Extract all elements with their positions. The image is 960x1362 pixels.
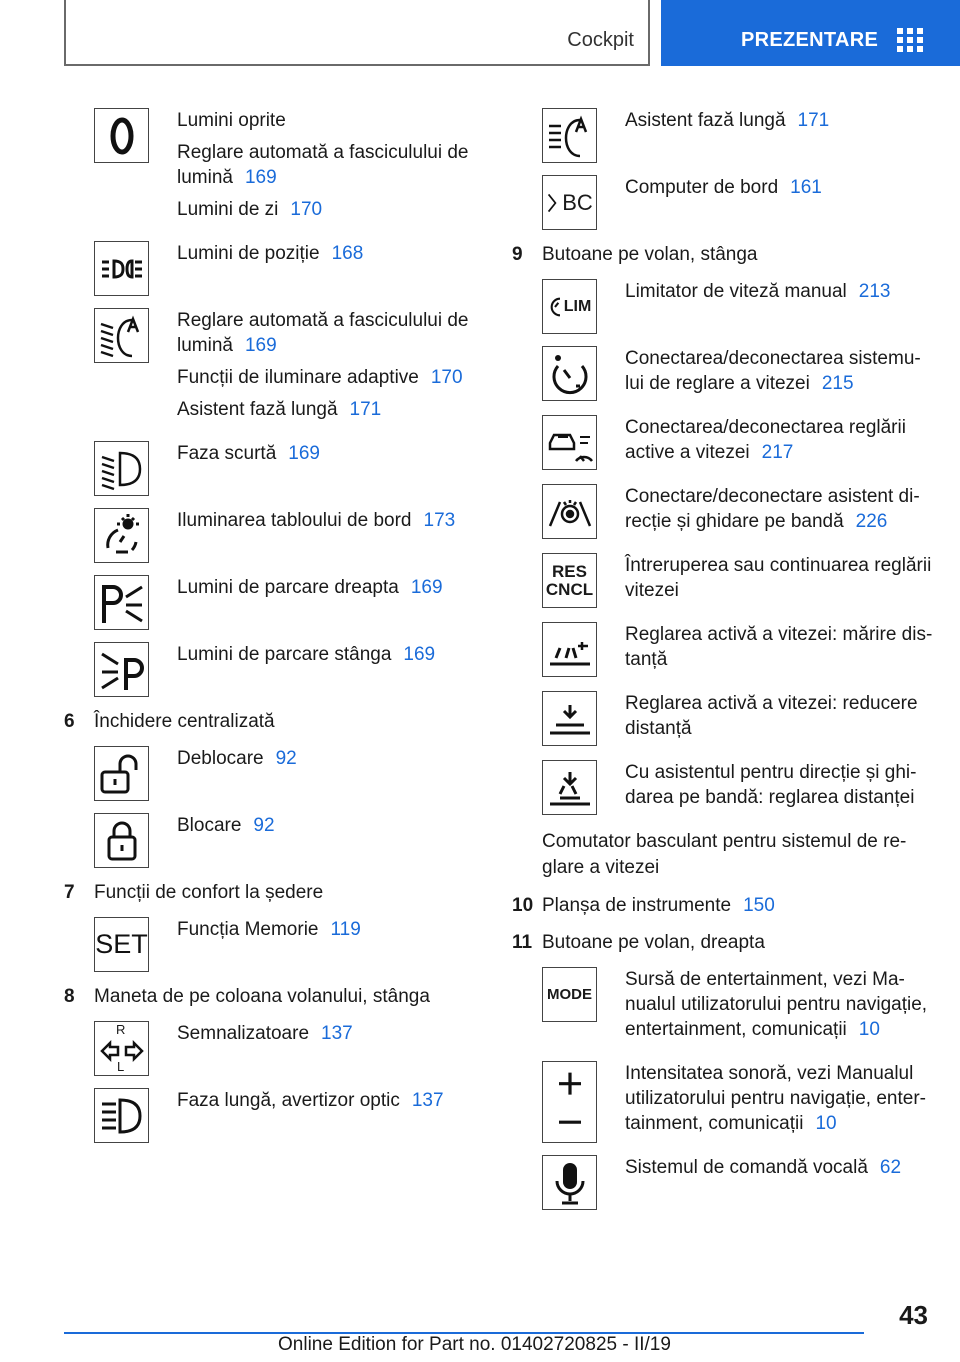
right-column — [512, 108, 936, 1222]
page-link[interactable]: 137 — [321, 1023, 353, 1044]
list-item — [512, 1155, 936, 1210]
cruise-control-icon — [542, 346, 597, 401]
icon-label: LIM — [563, 297, 592, 315]
page-link[interactable]: 62 — [879, 1157, 902, 1178]
turn-signal-icon — [94, 1021, 149, 1076]
footer-edition: Online Edition for Part no. 01402720825 - II/19 — [278, 1334, 671, 1355]
page-link[interactable]: 171 — [349, 399, 382, 420]
list-item — [64, 308, 476, 429]
section-heading — [64, 880, 476, 905]
list-item — [64, 441, 476, 496]
list-item — [64, 642, 476, 697]
steering-assist-icon — [542, 484, 597, 539]
page-link[interactable]: 217 — [761, 442, 794, 463]
list-item — [512, 346, 936, 403]
entry-text: Lumini de parcare stânga — [177, 644, 392, 665]
page-link[interactable]: 169 — [244, 335, 277, 356]
entry-text: Conectare/deconectare asistent di-recție și ghidare pe bandă — [625, 486, 920, 532]
section-number: 6 — [64, 711, 75, 732]
header-chapter-box[interactable] — [661, 0, 960, 66]
page-link[interactable]: 171 — [797, 110, 830, 131]
volume-icon — [542, 1061, 597, 1143]
section-heading — [512, 893, 936, 918]
icon-label: MODE — [547, 986, 592, 1003]
speed-limiter-icon — [542, 279, 597, 334]
active-cruise-icon — [542, 415, 597, 470]
lock-icon — [94, 813, 149, 868]
auto-headlight-icon — [94, 308, 149, 363]
icon-label: SET — [95, 929, 148, 959]
board-computer-icon — [542, 175, 597, 230]
list-item — [512, 415, 936, 472]
high-beam-assist-icon — [542, 108, 597, 163]
list-item — [64, 508, 476, 563]
icon-label: BC — [562, 189, 593, 215]
parking-light-left-icon — [94, 642, 149, 697]
page-link[interactable]: 169 — [244, 167, 277, 188]
page-link[interactable]: 169 — [403, 644, 436, 665]
page-link[interactable]: 150 — [743, 895, 775, 916]
entry-text: Computer de bord — [625, 177, 779, 198]
list-item — [512, 279, 936, 334]
page-link[interactable]: 119 — [330, 919, 361, 940]
page-link[interactable]: 173 — [423, 510, 456, 531]
page-link[interactable]: 170 — [290, 199, 323, 220]
section-title: Cockpit — [567, 29, 634, 51]
section-label: Funcții de confort la ședere — [94, 882, 324, 903]
page-link[interactable]: 169 — [410, 577, 443, 598]
entry-text: Iluminarea tabloului de bord — [177, 510, 412, 531]
page-link[interactable]: 10 — [858, 1019, 880, 1040]
entry-text: Conectarea/deconectarea reglării active a vitezei — [625, 417, 906, 463]
icon-label: RES — [552, 561, 587, 581]
icon-label: L — [117, 1059, 125, 1074]
entry-text: Funcții de iluminare adaptive — [177, 367, 419, 388]
section-heading — [512, 242, 936, 267]
list-item — [512, 622, 936, 679]
page-link[interactable]: 137 — [411, 1090, 444, 1111]
chapter-title: PREZENTARE — [741, 29, 879, 51]
entry-text: Intensitatea sonoră, vezi Manualul utilizatorului pentru navigație, enter-tainment, comunicații — [625, 1063, 927, 1134]
unlock-icon — [94, 746, 149, 801]
list-item — [64, 575, 476, 630]
list-item — [64, 746, 476, 801]
set-icon — [94, 917, 149, 972]
page-link[interactable]: 168 — [331, 243, 364, 264]
list-item — [512, 553, 936, 610]
icon-label: CNCL — [545, 579, 594, 599]
entry-text: Lumini de poziție — [177, 243, 320, 264]
section-number: 11 — [512, 932, 533, 953]
page-link[interactable]: 10 — [815, 1113, 837, 1134]
section-number: 10 — [512, 895, 534, 916]
entry-text: Reglare automată a fasciculului de lumină — [177, 142, 469, 188]
list-item — [512, 484, 936, 541]
entry-text: Reglarea activă a vitezei: reducere distanță — [625, 693, 918, 739]
list-item — [64, 813, 476, 868]
page-link[interactable]: 169 — [288, 443, 320, 464]
page-link[interactable]: 92 — [275, 748, 297, 769]
entry-text: Cu asistentul pentru direcție și ghi-darea pe bandă: reglarea distanței — [625, 762, 917, 808]
low-beam-icon — [94, 441, 149, 496]
parking-lights-icon — [94, 241, 149, 296]
list-item — [512, 108, 936, 163]
distance-increase-icon — [542, 622, 597, 677]
entry-text: Funcția Memorie — [177, 919, 319, 940]
distance-decrease-icon — [542, 691, 597, 746]
section-heading — [64, 709, 476, 734]
page-link[interactable]: 161 — [790, 177, 822, 198]
entry-text: Lumini oprite — [177, 110, 286, 131]
parking-light-right-icon — [94, 575, 149, 630]
voice-control-icon — [542, 1155, 597, 1210]
paragraph: Comutator basculant pentru sistemul de re-glare a vitezei — [542, 831, 907, 878]
distance-assist-icon — [542, 760, 597, 815]
entry-text: Semnalizatoare — [177, 1023, 310, 1044]
section-label: Maneta de pe coloana volanului, stânga — [94, 986, 430, 1007]
page-link[interactable]: 226 — [855, 511, 888, 532]
entry-text: Blocare — [177, 815, 242, 836]
list-item — [64, 917, 476, 972]
section-number: 8 — [64, 986, 75, 1007]
entry-text: Reglarea activă a vitezei: mărire dis-tanță — [625, 624, 933, 670]
section-label: Planșa de instrumente — [542, 895, 732, 916]
list-item — [64, 241, 476, 296]
high-beam-icon — [94, 1088, 149, 1143]
entry-text: Limitator de viteză manual — [625, 281, 847, 302]
entry-text: Lumini de zi — [177, 199, 279, 220]
mode-icon — [542, 967, 597, 1022]
list-item — [512, 691, 936, 748]
entry-text: Faza scurtă — [177, 443, 277, 464]
instrument-lighting-icon — [94, 508, 149, 563]
section-label: Butoane pe volan, dreapta — [542, 932, 765, 953]
page-link[interactable]: 215 — [821, 373, 854, 394]
page-link[interactable]: 170 — [430, 367, 463, 388]
section-label: Butoane pe volan, stânga — [542, 244, 758, 265]
list-item — [512, 175, 936, 230]
section-heading — [512, 930, 936, 955]
entry-text: Lumini de parcare dreapta — [177, 577, 399, 598]
entry-text: Sursă de entertainment, vezi Ma-nualul utilizatorului pentru navigație, entertainment, comunicații — [625, 969, 928, 1040]
entry-text: Deblocare — [177, 748, 264, 769]
list-item — [512, 760, 936, 817]
res-cncl-icon — [542, 553, 597, 608]
list-item — [64, 1021, 476, 1076]
page-link[interactable]: 213 — [858, 281, 891, 302]
entry-text: Asistent fază lungă — [625, 110, 786, 131]
icon-label: R — [116, 1022, 126, 1037]
entry-text: Faza lungă, avertizor optic — [177, 1090, 400, 1111]
header-section-box — [64, 0, 650, 66]
list-item — [64, 108, 476, 229]
list-item — [512, 1061, 936, 1143]
page-number: 43 — [899, 1300, 928, 1330]
page-link[interactable]: 92 — [253, 815, 275, 836]
left-column — [64, 108, 476, 1155]
section-number: 9 — [512, 244, 523, 265]
entry-text: Întreruperea sau continuarea reglării vitezei — [625, 555, 932, 601]
list-item — [512, 967, 936, 1049]
section-label: Închidere centralizată — [94, 711, 275, 732]
section-number: 7 — [64, 882, 75, 903]
lights-off-icon — [94, 108, 149, 163]
entry-text: Sistemul de comandă vocală — [625, 1157, 868, 1178]
entry-text: Conectarea/deconectarea sistemu-lui de reglare a vitezei — [625, 348, 921, 394]
section-heading — [64, 984, 476, 1009]
grid-icon — [897, 28, 923, 52]
entry-text: Asistent fază lungă — [177, 399, 338, 420]
entry-text: Reglare automată a fasciculului de lumină — [177, 310, 469, 356]
list-item — [64, 1088, 476, 1143]
